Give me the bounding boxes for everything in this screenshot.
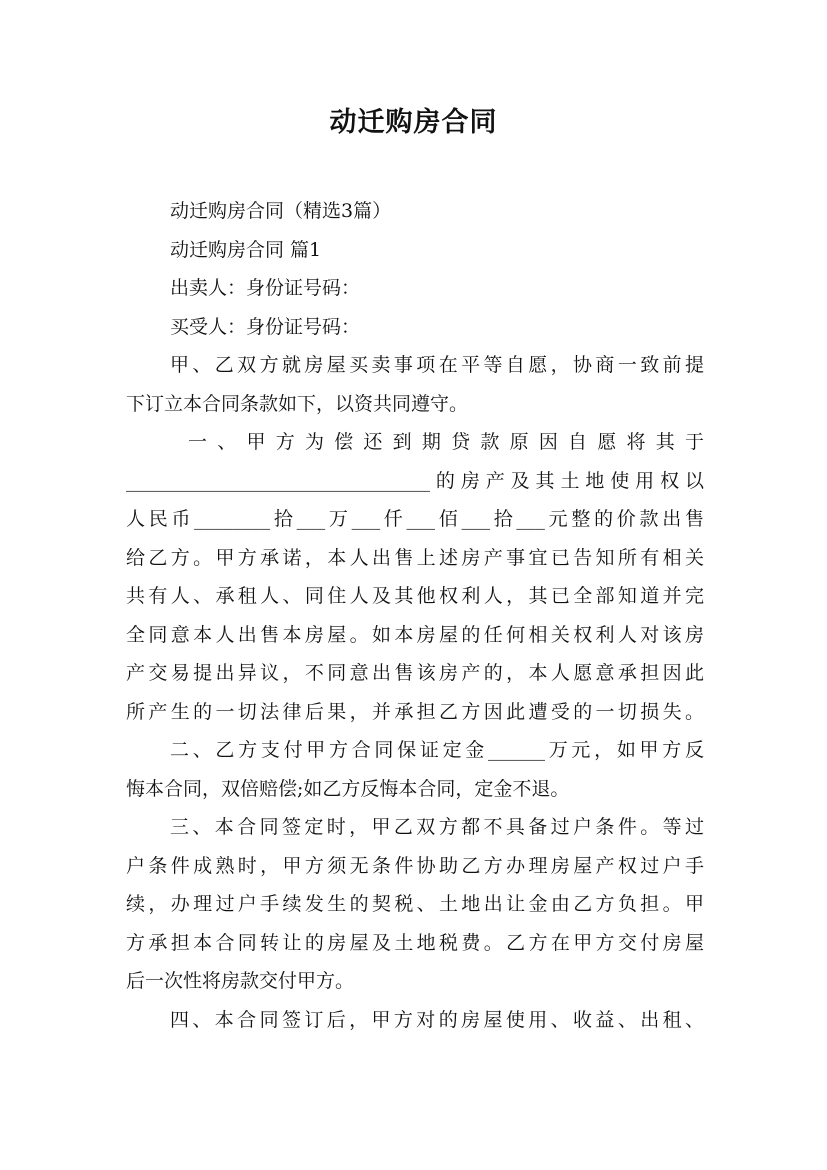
- document-title: 动迁购房合同: [329, 107, 498, 138]
- clause-3-line: 户条件成熟时，甲方须无条件协助乙方办理房屋产权过户手: [126, 854, 704, 877]
- clause-1-line: 产交易提出异议，不同意出售该房产的，本人愿意承担因此: [126, 662, 704, 684]
- clause-4-line: 四、本合同签订后，甲方对的房屋使用、收益、出租、: [170, 1008, 704, 1031]
- buyer-line: 买受人：身份证号码：: [170, 315, 361, 338]
- subtitle-line: 动迁购房合同（精选3篇）: [170, 200, 392, 222]
- clause-2-line: 二、乙方支付甲方合同保证定金______万元，如甲方反: [170, 739, 704, 761]
- clause-1-line: ________________________________的房产及其土地使用权以: [126, 469, 704, 492]
- clause-3-line: 三、本合同签定时，甲乙双方都不具备过户条件。等过: [170, 816, 704, 838]
- paragraph-line: 甲、乙双方就房屋买卖事项在平等自愿，协商一致前提: [170, 354, 704, 376]
- clause-3-line: 后一次性将房款交付甲方。: [126, 970, 355, 992]
- section-heading: 动迁购房合同 篇1: [170, 238, 322, 261]
- clause-1-line: 所产生的一切法律后果，并承担乙方因此遭受的一切损失。: [126, 700, 704, 723]
- clause-1-line: 给乙方。甲方承诺，本人出售上述房产事宜已告知所有相关: [126, 546, 704, 569]
- clause-3-line: 续，办理过户手续发生的契税、土地出让金由乙方负担。甲: [126, 893, 704, 915]
- clause-2-line: 悔本合同，双倍赔偿;如乙方反悔本合同，定金不退。: [126, 777, 570, 800]
- clause-3-line: 方承担本合同转让的房屋及土地税费。乙方在甲方交付房屋: [126, 931, 704, 954]
- paragraph-line: 下订立本合同条款如下，以资共同遵守。: [126, 392, 469, 415]
- document-body: [126, 192, 704, 1039]
- clause-1-line: 人民币________拾___万___仟___佰___拾___元整的价款出售: [126, 508, 704, 530]
- clause-1-line: 全同意本人出售本房屋。如本房屋的任何相关权利人对该房: [126, 623, 704, 646]
- clause-1-line: 共有人、承租人、同住人及其他权利人，其已全部知道并完: [126, 585, 704, 607]
- clause-1-line: 一、甲方为偿还到期贷款原因自愿将其于: [188, 431, 704, 453]
- seller-line: 出卖人：身份证号码：: [170, 277, 361, 299]
